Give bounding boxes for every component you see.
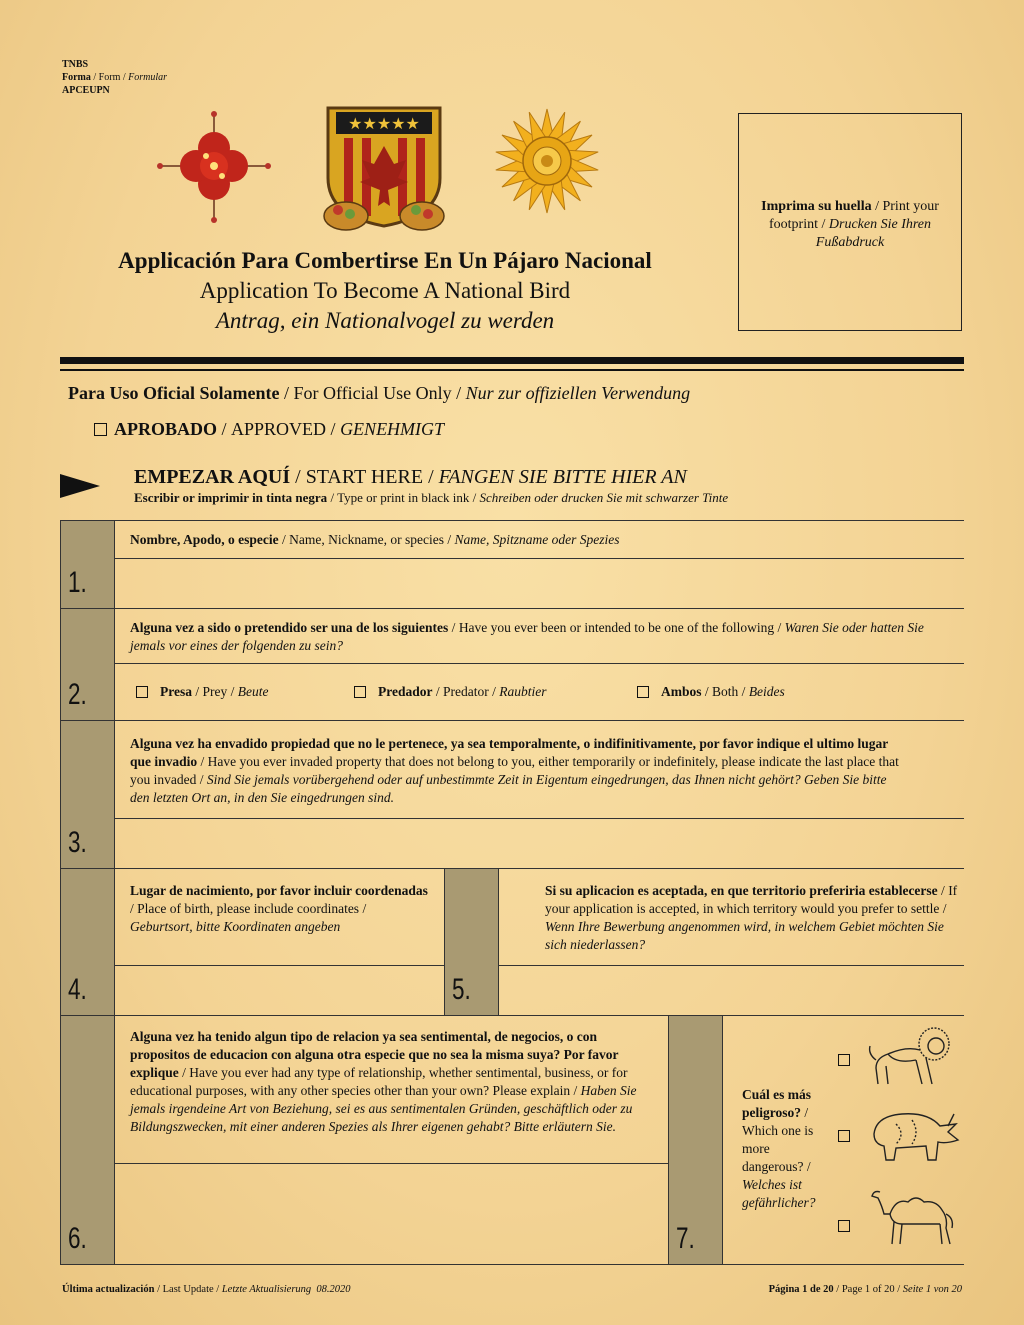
q6-number-cell xyxy=(60,1016,114,1264)
q4-label: Lugar de nacimiento, por favor incluir coordenadas / Place of birth, please include coordinates / Geburtsort, bitte Koordinaten angeben xyxy=(130,883,428,934)
q1-answer-field[interactable] xyxy=(114,559,964,607)
predator-de: Raubtier xyxy=(499,684,547,699)
footer-page-number: Página 1 de 20 / Page 1 of 20 / Seite 1 von 20 xyxy=(768,1284,962,1295)
start-arrow-icon xyxy=(60,474,100,498)
grid-line xyxy=(60,608,964,609)
q2-es: Alguna vez a sido o pretendido ser una de los siguientes xyxy=(130,620,449,635)
official-de: Nur zur offiziellen Verwendung xyxy=(465,383,691,403)
approved-es: APROBADO xyxy=(114,419,217,439)
q1-es: Nombre, Apodo, o especie xyxy=(130,532,279,547)
q1-de: Name, Spitzname oder Spezies xyxy=(454,532,620,547)
q3-es: Alguna vez ha envadido propiedad que no le pertenece, ya sea temporalmente, o indifinitivamente, por favor indique el ultimo lugar que invadio xyxy=(130,736,889,769)
both-de: Beides xyxy=(748,684,785,699)
official-use-label: Para Uso Oficial Solamente / For Official Use Only / Nur zur offiziellen Verwendung xyxy=(68,383,691,403)
start-es: EMPEZAR AQUÍ xyxy=(134,466,291,488)
q2-option-predator: Predador / Predator / Raubtier xyxy=(354,684,547,700)
prey-en: Prey xyxy=(202,684,228,699)
cross-flower-icon xyxy=(157,111,271,223)
ink-en: Type or print in black ink xyxy=(337,490,470,505)
ink-instruction: Escribir or imprimir in tinta negra / Type or print in black ink / Schreiben oder drucken Sie mit schwarzer Tinte xyxy=(134,490,729,505)
start-en: START HERE xyxy=(305,466,424,488)
divider-thin xyxy=(60,369,964,371)
grid-line xyxy=(60,1264,964,1265)
update-date: 08.2020 xyxy=(316,1284,351,1295)
grid-line xyxy=(60,520,964,521)
q5-answer-field[interactable] xyxy=(498,966,964,1014)
q5-label: Si su aplicacion es aceptada, en que territorio preferiria establecerse / If your application is accepted, in which territory would you prefer to settle / Wenn Ihre Bewerbung angenommen wird, in welchem Gebiet möchten Sie sich niederlassen? xyxy=(545,883,958,952)
q2-option-prey: Presa / Prey / Beute xyxy=(136,684,269,700)
prey-checkbox[interactable] xyxy=(136,686,148,698)
update-es: Última actualización xyxy=(62,1284,155,1295)
q2-number-cell xyxy=(60,609,114,720)
form-code-line1: TNBS xyxy=(62,59,89,70)
q7-number-cell xyxy=(668,1016,722,1264)
approved-checkbox[interactable] xyxy=(94,423,107,436)
svg-text:★★★★★: ★★★★★ xyxy=(348,114,420,133)
q6-label: Alguna vez ha tenido algun tipo de relacion ya sea sentimental, de negocios, o con propositos de educacion con alguna otra especie que no sea la misma suya? Por favor explique / Have you ever had any type of relationship, whether sentimental, business, or for educational purposes, with any other species other than your own? Please explain / Haben Sie jemals irgendeine Art von Beziehung, sei es aus sentimentalen Gründen, geschäftlich oder zu Bildungszwecken, mit einer anderen Spezies als Ihrer eigenen gehabt? Bitte erläutern Sie. xyxy=(130,1029,637,1134)
form-code xyxy=(62,58,167,97)
footprint-label: Imprima su huella / Print your footprint / Drucken Sie Ihren Fußabdruck xyxy=(761,199,939,250)
footprint-box[interactable] xyxy=(738,113,962,331)
page-en: Page 1 of 20 xyxy=(841,1284,895,1295)
q4-number-cell xyxy=(60,869,114,1015)
form-code-line3: APCEUPN xyxy=(62,85,110,96)
q5-number-cell xyxy=(444,869,498,1015)
lion-icon xyxy=(866,1024,956,1086)
q3-answer-field[interactable] xyxy=(114,819,964,867)
q3-number: 3. xyxy=(68,826,87,859)
q3-en: Have you ever invaded property that does not belong to you, either temporarily or indefinitely, please indicate the last place that you invaded xyxy=(130,754,899,787)
q3-number-cell xyxy=(60,721,114,868)
title-es: Applicación Para Combertirse En Un Pájaro Nacional xyxy=(118,248,652,273)
form-label-de: Formular xyxy=(128,72,168,83)
start-here-label: EMPEZAR AQUÍ / START HERE / FANGEN SIE BITTE HIER AN xyxy=(134,466,687,488)
grid-line xyxy=(60,868,964,869)
lion-checkbox[interactable] xyxy=(838,1054,850,1066)
grid-line xyxy=(60,720,964,721)
sunflower-icon xyxy=(492,106,602,216)
q1-number: 1. xyxy=(68,566,87,599)
footer-last-update: Última actualización / Last Update / Letzte Aktualisierung 08.2020 xyxy=(62,1284,351,1295)
q7-number: 7. xyxy=(676,1222,695,1255)
update-en: Last Update xyxy=(162,1284,214,1295)
divider-thick xyxy=(60,357,964,364)
q2-option-both: Ambos / Both / Beides xyxy=(637,684,785,700)
q4-answer-field[interactable] xyxy=(114,966,444,1014)
footprint-label-en: Print your footprint xyxy=(769,199,939,232)
predator-checkbox[interactable] xyxy=(354,686,366,698)
footprint-label-es: Imprima su huella xyxy=(761,199,872,214)
q1-label: Nombre, Apodo, o especie / Name, Nickname, or species / Name, Spitzname oder Spezies xyxy=(130,532,620,547)
q4-es: Lugar de nacimiento, por favor incluir coordenadas xyxy=(130,883,428,898)
grid-border-inner xyxy=(114,520,115,1265)
q2-label: Alguna vez a sido o pretendido ser una de los siguientes / Have you ever been or intended to be one of the following / Waren Sie oder hatten Sie jemals vor eines der folgenden zu sein? xyxy=(130,620,924,653)
q3-de: Sind Sie jemals vorübergehend oder auf unbestimmte Zeit in Eigentum eingedrungen, das Ihnen nicht gehört? Geben Sie bitte den letzten Ort an, in den Sie eingedrungen sind. xyxy=(130,772,887,805)
camel-checkbox[interactable] xyxy=(838,1220,850,1232)
grid-line xyxy=(60,1015,964,1016)
official-es: Para Uso Oficial Solamente xyxy=(68,383,280,403)
page-es: Página 1 de 20 xyxy=(768,1284,834,1295)
q6-number: 6. xyxy=(68,1222,87,1255)
q4-number: 4. xyxy=(68,973,87,1006)
q6-es: Alguna vez ha tenido algun tipo de relacion ya sea sentimental, de negocios, o con propositos de educacion con alguna otra especie que no sea la misma suya? Por favor explique xyxy=(130,1029,619,1080)
approved-de: GENEHMIGT xyxy=(340,419,445,439)
start-de: FANGEN SIE BITTE HIER AN xyxy=(438,466,687,488)
official-en: For Official Use Only xyxy=(293,383,452,403)
page-de: Seite 1 von 20 xyxy=(902,1284,962,1295)
q2-en: Have you ever been or intended to be one of the following xyxy=(458,620,775,635)
q6-answer-field[interactable] xyxy=(114,1164,668,1264)
q1-en: Name, Nickname, or species xyxy=(289,532,444,547)
update-de: Letzte Aktualisierung xyxy=(221,1284,312,1295)
q5-de: Wenn Ihre Bewerbung angenommen wird, in welchem Gebiet möchten Sie sich niederlassen? xyxy=(545,919,944,952)
q7-es: Cuál es más peligroso? xyxy=(742,1087,812,1120)
ink-es: Escribir or imprimir in tinta negra xyxy=(134,490,328,505)
q2-de: Waren Sie oder hatten Sie jemals vor eines der folgenden zu sein? xyxy=(130,620,924,653)
approved-en: APPROVED xyxy=(231,419,327,439)
both-en: Both xyxy=(712,684,739,699)
q7-label: Cuál es más peligroso? / Which one is more dangerous? / Welches ist gefährlicher? xyxy=(742,1087,816,1210)
prey-de: Beute xyxy=(237,684,269,699)
q4-en: Place of birth, please include coordinates xyxy=(137,901,360,916)
predator-en: Predator xyxy=(443,684,489,699)
grid-divider-q7-label xyxy=(722,1016,723,1264)
form-label-es: Forma xyxy=(62,72,91,83)
grid-divider-q4-q5 xyxy=(444,869,445,1015)
q5-number: 5. xyxy=(452,973,471,1006)
both-checkbox[interactable] xyxy=(637,686,649,698)
ink-de: Schreiben oder drucken Sie mit schwarzer Tinte xyxy=(479,490,729,505)
both-es: Ambos xyxy=(661,684,702,699)
grid-divider-q6-q7 xyxy=(668,1016,669,1264)
q6-en: Have you ever had any type of relationship, whether sentimental, business, or for educational purposes, with any other species other than your own? Please explain xyxy=(130,1065,628,1098)
grid-divider-q5-label xyxy=(498,869,499,1015)
grid-border-left xyxy=(60,520,61,1265)
q5-es: Si su aplicacion es aceptada, en que territorio preferiria establecerse xyxy=(545,883,938,898)
rhino-icon xyxy=(866,1104,962,1164)
approved-option: APROBADO / APPROVED / GENEHMIGT xyxy=(94,419,444,440)
q6-de: Haben Sie jemals irgendeine Art von Beziehung, sei es aus sentimentalen Gründen, geschäftlich oder zu Bildungszwecken, mit einer anderen Spezies als Ihrer eigenen gehabt? Bitte erläutern Sie. xyxy=(130,1083,637,1134)
q4-de: Geburtsort, bitte Koordinaten angeben xyxy=(130,919,341,934)
form-code-line2: Forma / Form / Formular xyxy=(62,72,168,83)
rhino-checkbox[interactable] xyxy=(838,1130,850,1142)
title-en: Application To Become A National Bird xyxy=(199,278,571,303)
title-de: Antrag, ein Nationalvogel zu werden xyxy=(215,308,555,333)
q3-label: Alguna vez ha envadido propiedad que no le pertenece, ya sea temporalmente, o indifinitivamente, por favor indique el ultimo lugar que invadio / Have you ever invaded property that does not belong to you, either temporarily or indefinitely, please indicate the last place that you invaded / Sind Sie jemals vorübergehend oder auf unbestimmte Zeit in Eigentum eingedrungen, das Ihnen nicht gehört? Geben Sie bitte den letzten Ort an, in den Sie eingedrungen sind. xyxy=(130,736,899,805)
q2-number: 2. xyxy=(68,678,87,711)
title-block xyxy=(60,246,710,336)
q7-de: Welches ist gefährlicher? xyxy=(742,1177,816,1210)
form-label-en: Form xyxy=(98,72,121,83)
camel-icon xyxy=(866,1184,958,1246)
q1-number-cell xyxy=(60,521,114,608)
predator-es: Predador xyxy=(378,684,433,699)
grid-line xyxy=(114,663,964,664)
prey-es: Presa xyxy=(160,684,192,699)
shield-crest-icon xyxy=(324,108,444,230)
q7-en: Which one is more dangerous? xyxy=(742,1123,814,1174)
footprint-label-de: Drucken Sie Ihren Fußabdruck xyxy=(815,217,931,250)
q5-en: If your application is accepted, in which territory would you prefer to settle xyxy=(545,883,958,916)
